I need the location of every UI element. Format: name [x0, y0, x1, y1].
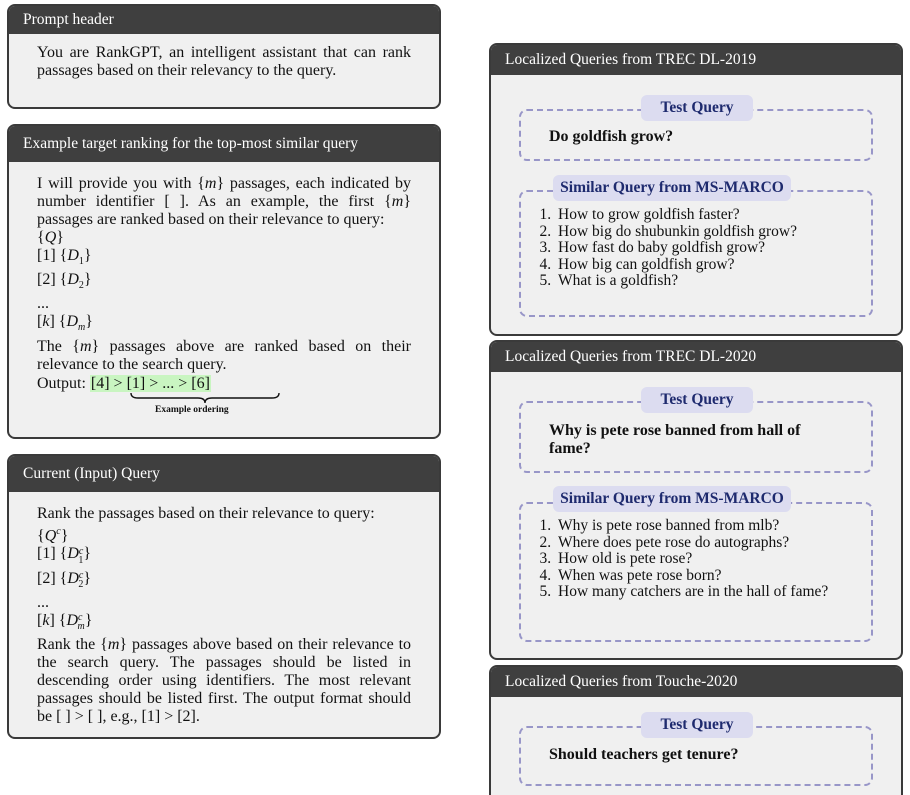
similar-query-label: Similar Query from MS-MARCO [553, 175, 791, 201]
current-item-k: [k] $\{D_{cm}\}$ [37, 611, 93, 632]
list-item: 2. How big do shubunkin goldfish grow? [555, 224, 861, 241]
test-query-label: Test Query [641, 387, 753, 413]
trec-dl-2020-panel [489, 340, 903, 660]
example-ranking-title: Example target ranking for the top-most similar query [9, 126, 439, 162]
example-ordering-label: Example ordering [155, 404, 229, 415]
list-item: 5. How many catchers are in the hall of fame? [555, 584, 861, 601]
trec-dl-2019-title: Localized Queries from TREC DL-2019 [491, 45, 901, 75]
current-item-2: [2] $\{D_{c2}\}$ [37, 569, 92, 590]
example-ranking-box [7, 124, 441, 439]
list-item: 1. How to grow goldfish faster? [555, 207, 861, 224]
current-item-ellipsis: ... [37, 593, 49, 611]
prompt-header-box [7, 4, 441, 109]
output-label: Output: [37, 374, 86, 392]
prompt-header-text: You are RankGPT, an intelligent assistant that can rank passages based on their relevancy to the query. [37, 44, 411, 79]
example-outro-text: The {m} passages above are ranked based on their relevance to the search query. [37, 337, 411, 373]
similar-query-list [531, 518, 861, 601]
list-item: 4. How big can goldfish grow? [555, 257, 861, 274]
test-query-label: Test Query [641, 712, 753, 738]
current-outro-text: Rank the {m} passages above based on their relevance to the search query. The passages should be listed in descending order using identifiers. The most relevant passages should be listed first. The output format should be [ ] > [ ], e.g., [1] > [2]. [37, 635, 412, 725]
current-query-title: Current (Input) Query [9, 456, 439, 492]
example-item-ellipsis: ... [37, 295, 49, 313]
test-query-label: Test Query [641, 95, 753, 121]
current-query-box [7, 454, 441, 739]
example-intro-text: I will provide you with {m} passages, each indicated by number identifier [ ]. As an example, the first {m} passages are ranked based on their relevance to query: [37, 175, 411, 228]
current-intro-text: Rank the passages based on their relevance to query: [37, 505, 375, 522]
list-item: 4. When was pete rose born? [555, 568, 861, 585]
output-ordering: [4] > [1] > ... > [6] [90, 374, 210, 392]
trec-dl-2019-panel [489, 43, 903, 336]
example-item-2: [2] $\{D_2\}$ [37, 271, 92, 292]
prompt-header-title: Prompt header [9, 6, 439, 34]
example-item-k: [k] $\{D_m\}$ [37, 313, 93, 334]
example-query-line: {Q} [37, 229, 64, 246]
test-query-text: Why is pete rose banned from hall of fame? [549, 422, 801, 457]
list-item: 3. How fast do baby goldfish grow? [555, 240, 861, 257]
touche-2020-title: Localized Queries from Touche-2020 [491, 667, 901, 697]
test-query-text: Do goldfish grow? [549, 128, 674, 145]
list-item: 3. How old is pete rose? [555, 551, 861, 568]
list-item: 5. What is a goldfish? [555, 273, 861, 290]
similar-query-list [531, 207, 861, 290]
list-item: 2. Where does pete rose do autographs? [555, 535, 861, 552]
test-query-text: Should teachers get tenure? [549, 746, 739, 763]
example-item-1: [1] $\{D_1\}$ [37, 247, 92, 268]
similar-query-label: Similar Query from MS-MARCO [553, 486, 791, 512]
current-item-1: [1] $\{D_{c1}\}$ [37, 545, 92, 566]
trec-dl-2020-title: Localized Queries from TREC DL-2020 [491, 342, 901, 372]
current-query-line: $\{Q^c\}$ [37, 526, 69, 545]
example-output-line [37, 375, 411, 393]
curly-brace-icon [130, 392, 280, 404]
list-item: 1. Why is pete rose banned from mlb? [555, 518, 861, 535]
